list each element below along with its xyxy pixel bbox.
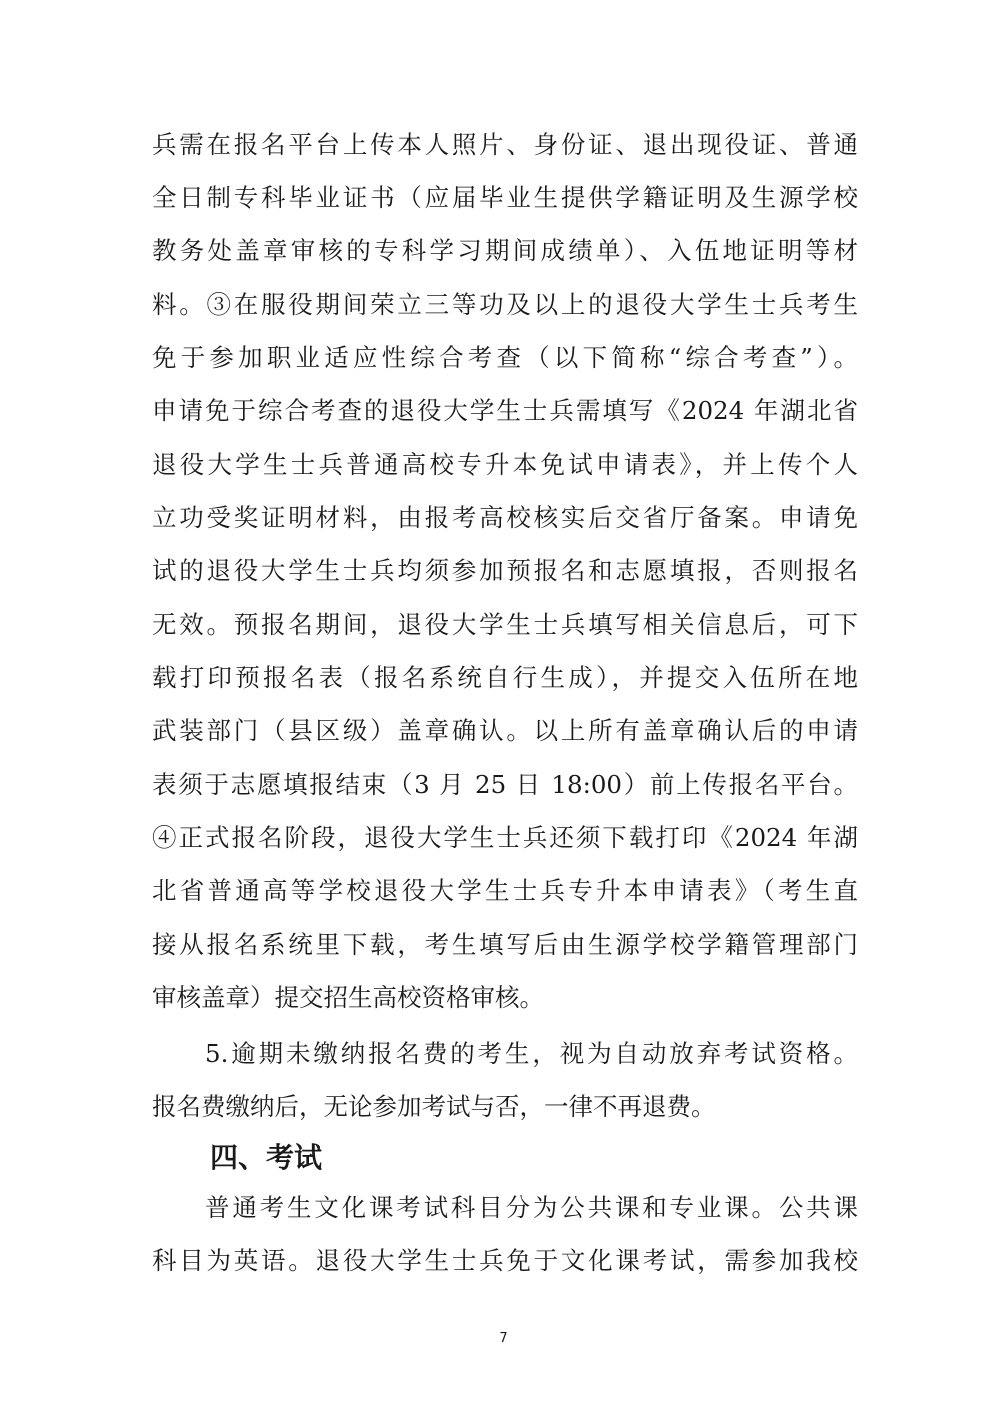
paragraph-line: 接从报名系统里下载，考生填写后由生源学校学籍管理部门 (152, 930, 858, 959)
paragraph-line: 表须于志愿填报结束（3 月 25 日 18:00）前上传报名平台。 (152, 770, 858, 799)
paragraph-line: 兵需在报名平台上传本人照片、身份证、退出现役证、普通 (152, 130, 858, 159)
exam-paragraph-line: 普通考生文化课考试科目分为公共课和专业课。公共课 (205, 1193, 858, 1222)
paragraph-line: 载打印预报名表（报名系统自行生成），并提交入伍所在地 (152, 663, 858, 692)
paragraph-line: 申请免于综合考查的退役大学生士兵需填写《2024 年湖北省 (152, 396, 858, 425)
item-5-line: 报名费缴纳后，无论参加考试与否，一律不再退费。 (152, 1092, 716, 1121)
paragraph-line: 北省普通高等学校退役大学生士兵专升本申请表》（考生直 (152, 876, 858, 905)
paragraph-line: ④正式报名阶段，退役大学生士兵还须下载打印《2024 年湖 (152, 823, 858, 852)
paragraph-line: 全日制专科毕业证书（应届毕业生提供学籍证明及生源学校 (152, 183, 858, 212)
paragraph-line: 退役大学生士兵普通高校专升本免试申请表》，并上传个人 (152, 450, 858, 479)
page-number: 7 (499, 1331, 508, 1346)
paragraph-line: 料。③在服役期间荣立三等功及以上的退役大学生士兵考生 (152, 290, 858, 319)
paragraph-line: 教务处盖章审核的专科学习期间成绩单）、入伍地证明等材 (152, 236, 858, 265)
paragraph-line: 试的退役大学生士兵均须参加预报名和志愿填报，否则报名 (152, 556, 858, 585)
section-heading: 四、考试 (210, 1141, 323, 1174)
paragraph-line: 立功受奖证明材料，由报考高校核实后交省厅备案。申请免 (152, 503, 858, 532)
paragraph-line: 武装部门（县区级）盖章确认。以上所有盖章确认后的申请 (152, 716, 858, 745)
paragraph-line: 审核盖章）提交招生高校资格审核。 (152, 983, 544, 1012)
exam-paragraph-line: 科目为英语。退役大学生士兵免于文化课考试，需参加我校 (152, 1246, 858, 1275)
item-5-line: 5.逾期未缴纳报名费的考生，视为自动放弃考试资格。 (205, 1039, 858, 1068)
paragraph-line: 免于参加职业适应性综合考查（以下简称“综合考查”）。 (152, 343, 858, 372)
paragraph-line: 无效。预报名期间，退役大学生士兵填写相关信息后，可下 (152, 610, 858, 639)
